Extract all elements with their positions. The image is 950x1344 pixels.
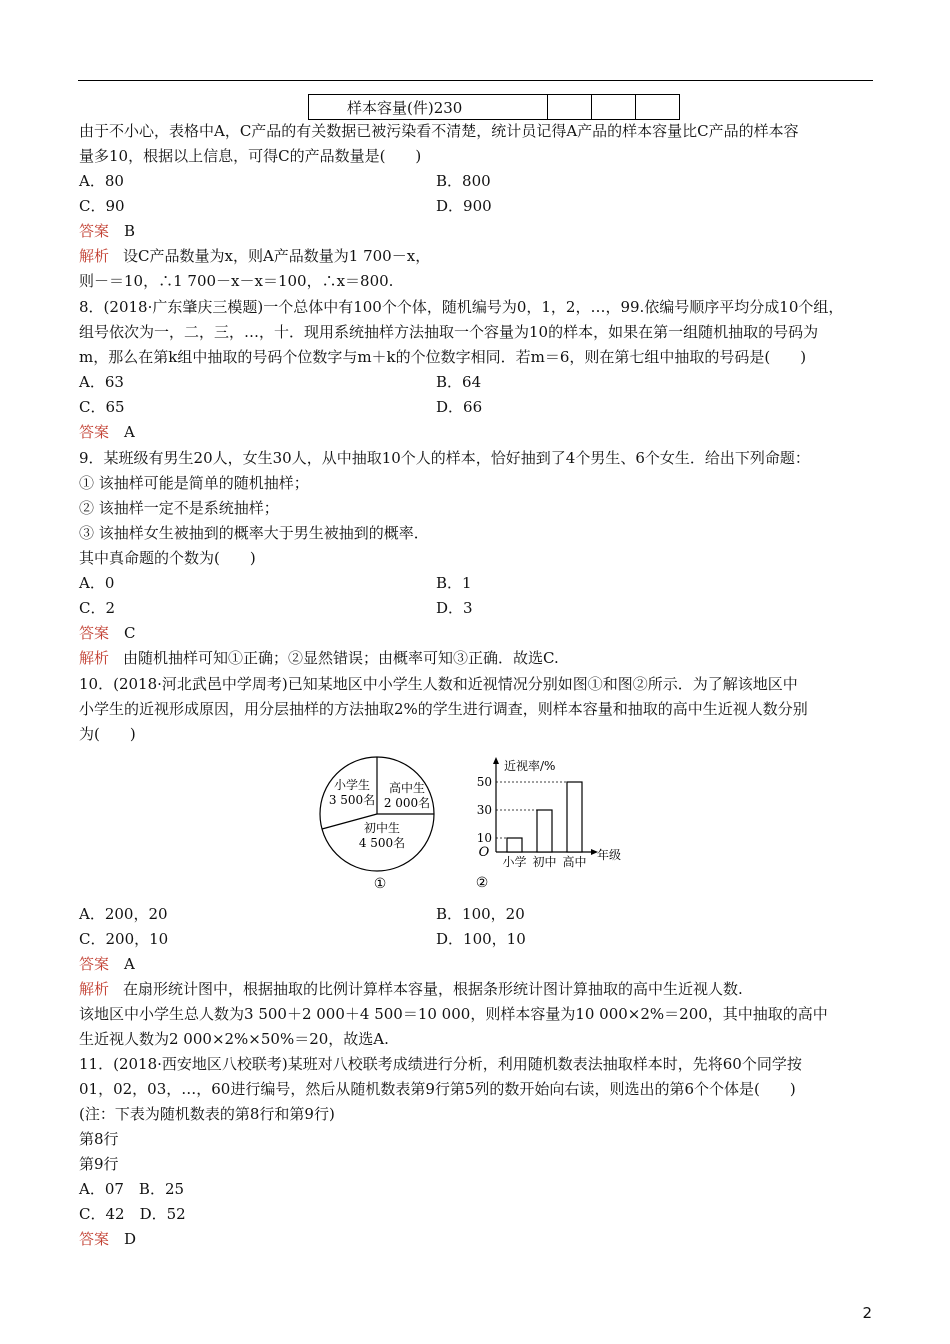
answer-label: 答案 xyxy=(79,222,110,240)
table-empty-cell xyxy=(636,95,680,120)
header-rule xyxy=(78,80,873,81)
y-tick-label: 30 xyxy=(476,803,492,817)
q8-option-a: A．63 xyxy=(79,373,124,391)
answer-label: 答案 xyxy=(79,624,110,642)
q10-stem-line: 为( ) xyxy=(79,725,136,743)
q10-option-b: B．100，20 xyxy=(436,905,525,923)
q7-option-c: C．90 xyxy=(79,197,125,215)
q9-stem-line: 9．某班级有男生20人，女生30人，从中抽取10个人的样本，恰好抽到了4个男生、6个女生．给出下列命题： xyxy=(79,449,810,467)
q9-proposition-2: ② 该抽样一定不是系统抽样； xyxy=(79,499,279,517)
q8-stem-line: 组号依次为一，二，三，…，十．现用系统抽样方法抽取一个容量为10的样本，如果在第一组随机抽取的号码为 xyxy=(79,323,819,341)
bar-高中 xyxy=(567,782,582,852)
q10-analysis xyxy=(79,978,743,1000)
q11-row8-label: 第8行 xyxy=(79,1130,119,1148)
table-empty-cell xyxy=(592,95,636,120)
q10-analysis-line: 该地区中小学生总人数为3 500＋2 000＋4 500＝10 000，则样本容量为10 000×2%＝200，其中抽取的高中 xyxy=(79,1005,828,1023)
q9-option-c: C．2 xyxy=(79,599,116,617)
q9-answer xyxy=(79,622,136,644)
q11-options-ab: A．07 B．25 xyxy=(79,1180,185,1198)
y-axis-label: 近视率/% xyxy=(504,759,556,773)
q10-stem-line: 小学生的近视形成原因，用分层抽样的方法抽取2%的学生进行调查，则样本容量和抽取的高中生近视人数分别 xyxy=(79,700,808,718)
q11-answer xyxy=(79,1228,136,1250)
pie-value-primary: 3 500名 xyxy=(328,793,376,807)
analysis-label: 解析 xyxy=(79,247,110,265)
q9-option-d: D．3 xyxy=(436,599,473,617)
x-tick-label: 高中 xyxy=(562,855,587,869)
pie-value-middle: 4 500名 xyxy=(358,836,406,850)
q7-stem-line: 量多10，根据以上信息，可得C的产品数量是( ) xyxy=(79,147,422,165)
pie-label-primary: 小学生 xyxy=(333,778,371,792)
q7-analysis-line: 则－＝10，∴1 700－x－x＝100，∴x＝800. xyxy=(79,272,394,290)
q7-option-d: D．900 xyxy=(436,197,492,215)
table-empty-cell xyxy=(548,95,592,120)
pie-label-high: 高中生 xyxy=(388,781,426,795)
bar-chart xyxy=(476,757,621,891)
analysis-label: 解析 xyxy=(79,649,110,667)
q7-analysis xyxy=(79,245,430,267)
sample-size-table xyxy=(308,94,680,120)
q11-row9-label: 第9行 xyxy=(79,1155,119,1173)
answer-value: A xyxy=(124,423,135,441)
table-label-cell: 样本容量(件)230 xyxy=(309,95,548,120)
origin-label: O xyxy=(478,845,490,860)
q10-option-a: A．200，20 xyxy=(79,905,168,923)
q9-proposition-1: ① 该抽样可能是简单的随机抽样； xyxy=(79,474,309,492)
q8-stem-line: m，那么在第k组中抽取的号码个位数字与m＋k的个位数字相同．若m＝6，则在第七组中抽取的号码是( ) xyxy=(79,348,807,366)
q11-options-cd: C．42 D．52 xyxy=(79,1205,186,1223)
q10-answer xyxy=(79,953,135,975)
answer-label: 答案 xyxy=(79,955,110,973)
analysis-text: 由随机抽样可知①正确；②显然错误；由概率可知③正确．故选C. xyxy=(123,649,559,667)
pie-label-middle: 初中生 xyxy=(363,821,401,835)
q7-option-b: B．800 xyxy=(436,172,491,190)
q7-option-a: A．80 xyxy=(79,172,124,190)
y-tick-label: 50 xyxy=(476,775,492,789)
q11-stem-line: (注：下表为随机数表的第8行和第9行) xyxy=(79,1105,335,1123)
pie-figure-label: ① xyxy=(373,876,387,892)
x-tick-label: 初中 xyxy=(532,855,557,869)
analysis-text: 设C产品数量为x，则A产品数量为1 700－x， xyxy=(123,247,431,265)
q10-option-c: C．200，10 xyxy=(79,930,169,948)
q9-proposition-3: ③ 该抽样女生被抽到的概率大于男生被抽到的概率． xyxy=(79,524,429,542)
y-tick-label: 10 xyxy=(476,831,492,845)
analysis-text: 在扇形统计图中，根据抽取的比例计算样本容量，根据条形统计图计算抽取的高中生近视人数. xyxy=(123,980,743,998)
q10-stem-line: 10．(2018·河北武邑中学周考)已知某地区中小学生人数和近视情况分别如图①和图②所示．为了解该地区中 xyxy=(79,675,798,693)
x-tick-label: 小学 xyxy=(502,855,527,869)
q8-option-c: C．65 xyxy=(79,398,125,416)
bar-小学 xyxy=(507,838,522,852)
page-number: 2 xyxy=(862,1304,872,1322)
q8-option-b: B．64 xyxy=(436,373,482,391)
q10-analysis-line: 生近视人数为2 000×2%×50%＝20，故选A. xyxy=(79,1030,389,1048)
answer-value: B xyxy=(124,222,136,240)
q7-stem-line: 由于不小心，表格中A，C产品的有关数据已被污染看不清楚，统计员记得A产品的样本容量比C产品的样本容 xyxy=(79,122,799,140)
pie-value-high: 2 000名 xyxy=(383,796,431,810)
answer-label: 答案 xyxy=(79,423,110,441)
q8-answer xyxy=(79,421,135,443)
q9-stem-line: 其中真命题的个数为( ) xyxy=(79,549,256,567)
q10-option-d: D．100，10 xyxy=(436,930,526,948)
q9-option-a: A．0 xyxy=(79,574,115,592)
pie-chart xyxy=(320,757,434,892)
q10-figures xyxy=(300,756,660,896)
q8-option-d: D．66 xyxy=(436,398,483,416)
q11-stem-line: 11．(2018·西安地区八校联考)某班对八校联考成绩进行分析，利用随机数表法抽取样本时，先将60个同学按 xyxy=(79,1055,802,1073)
q9-analysis xyxy=(79,647,559,669)
answer-value: D xyxy=(124,1230,137,1248)
x-axis-label: 年级 xyxy=(597,848,622,862)
y-axis-arrow xyxy=(493,757,499,764)
bar-初中 xyxy=(537,810,552,852)
q8-stem-line: 8．(2018·广东肇庆三模题)一个总体中有100个个体，随机编号为0，1，2，…，99.依编号顺序平均分成10个组， xyxy=(79,298,844,316)
answer-value: C xyxy=(124,624,136,642)
answer-label: 答案 xyxy=(79,1230,110,1248)
q11-stem-line: 01，02，03，…，60进行编号，然后从随机数表第9行第5列的数开始向右读，则选出的第6个个体是( ) xyxy=(79,1080,796,1098)
q7-answer xyxy=(79,220,135,242)
analysis-label: 解析 xyxy=(79,980,110,998)
bar-figure-label: ② xyxy=(475,875,489,891)
q9-option-b: B．1 xyxy=(436,574,472,592)
answer-value: A xyxy=(124,955,135,973)
